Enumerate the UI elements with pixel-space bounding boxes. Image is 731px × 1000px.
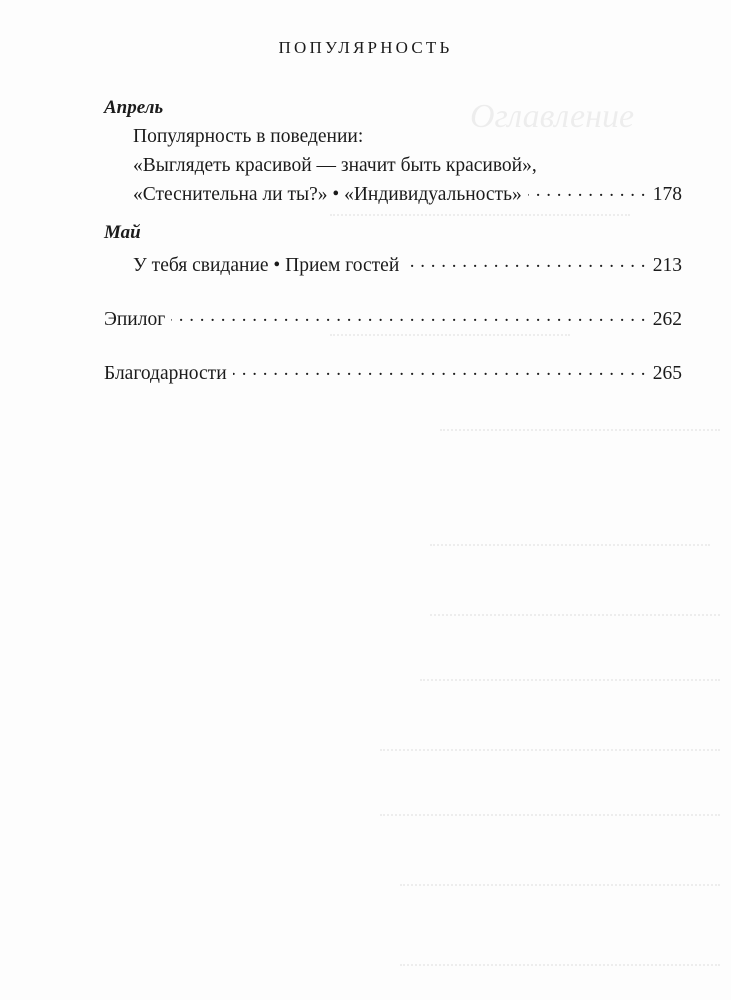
bleed-through-lines xyxy=(430,530,710,546)
dot-leader xyxy=(233,361,646,379)
toc-entry-april[interactable] xyxy=(104,180,682,209)
bleed-through-lines xyxy=(380,735,720,751)
toc-month-may: Май xyxy=(104,222,141,243)
spacer xyxy=(104,280,682,305)
bleed-through-lines xyxy=(420,665,720,681)
toc-epilogue-label: Эпилог xyxy=(104,309,166,330)
toc-april-page: 178 xyxy=(652,184,682,205)
bleed-through-text: Оглавление xyxy=(470,98,635,135)
toc-entry-may[interactable] xyxy=(104,251,682,280)
bleed-through-lines xyxy=(430,600,720,616)
page-header: ПОПУЛЯРНОСТЬ xyxy=(278,38,453,57)
dot-leader xyxy=(528,182,646,200)
toc-may-page: 213 xyxy=(652,255,682,276)
toc-april-line-2: «Выглядеть красивой — значит быть красивой», xyxy=(133,155,537,176)
toc-entry-acknowledgements[interactable] xyxy=(104,359,682,388)
spacer xyxy=(104,334,682,359)
toc-may-line-1: У тебя свидание • Прием гостей xyxy=(133,255,400,276)
table-of-contents xyxy=(104,94,682,388)
toc-april-line-3: «Стеснительна ли ты?» • «Индивидуальность» xyxy=(133,184,522,205)
toc-epilogue-page: 262 xyxy=(652,309,682,330)
toc-month-april: Апрель xyxy=(104,97,164,118)
bleed-through-lines xyxy=(400,950,720,966)
toc-april-line-1: Популярность в поведении: xyxy=(133,126,364,147)
toc-acknowledgements-label: Благодарности xyxy=(104,363,227,384)
spacer xyxy=(104,209,682,219)
toc-entry-epilogue[interactable] xyxy=(104,305,682,334)
bleed-through-lines xyxy=(440,415,720,431)
bleed-through-lines xyxy=(400,870,720,886)
bleed-through-lines xyxy=(380,800,720,816)
toc-acknowledgements-page: 265 xyxy=(652,363,682,384)
dot-leader xyxy=(405,253,646,271)
dot-leader xyxy=(171,307,646,325)
